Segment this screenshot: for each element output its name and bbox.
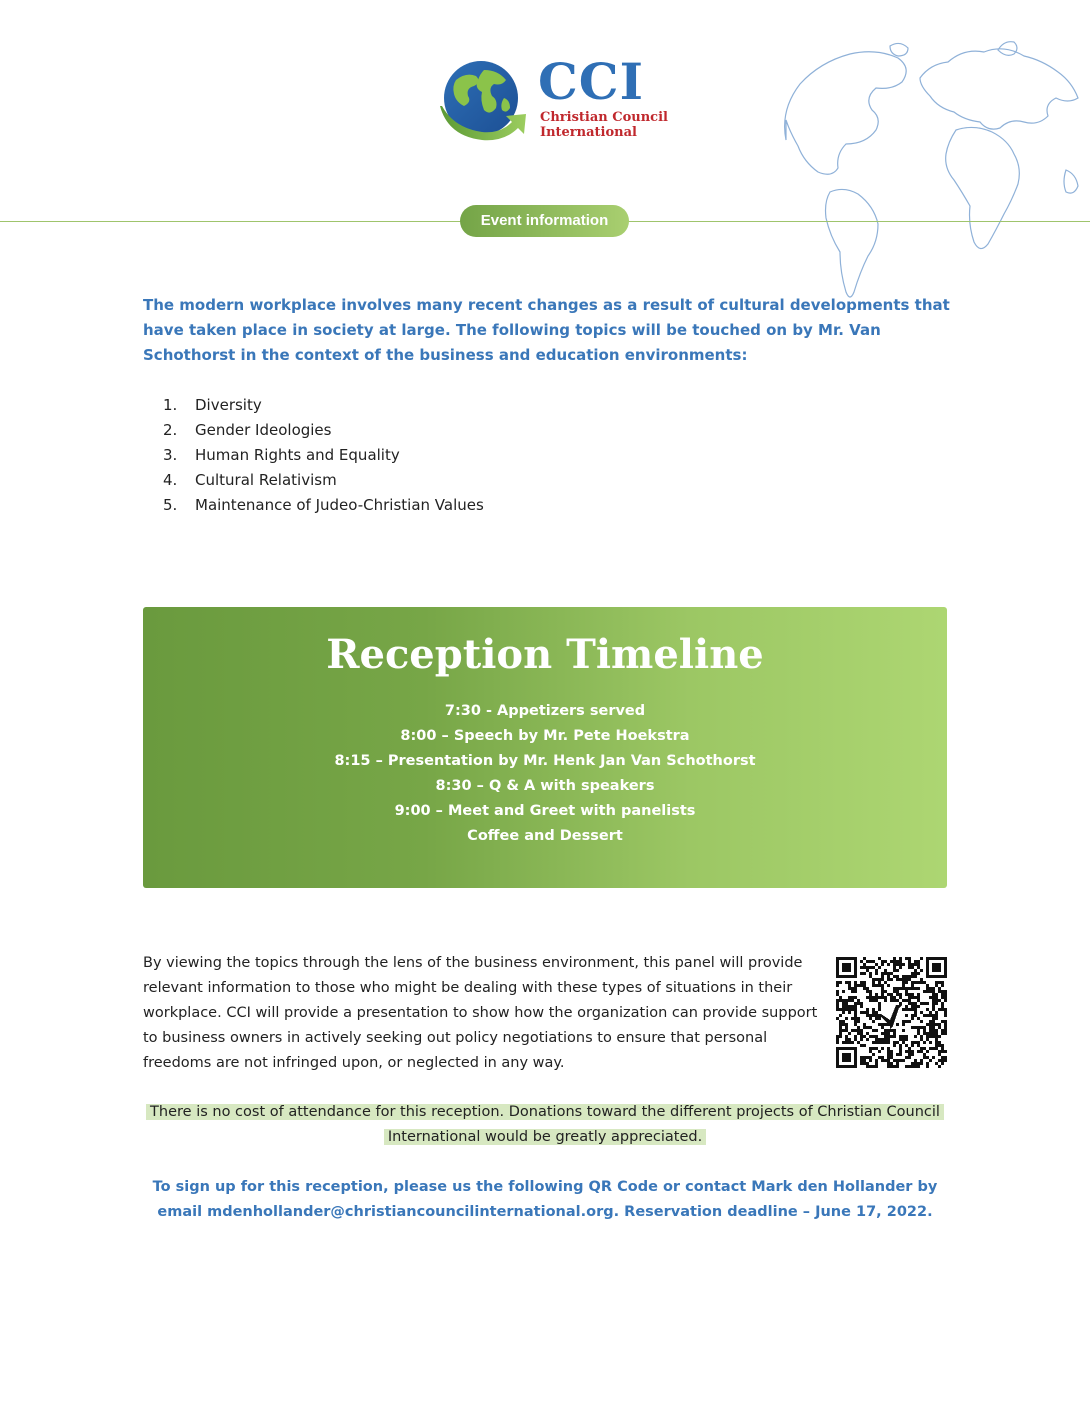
list-item: [143, 393, 643, 418]
timeline-title: Reception Timeline: [326, 631, 764, 678]
body-paragraph: By viewing the topics through the lens of the business environment, this panel will provide relevant information to those who might be dealing with these types of situations in their workplace. CCI will provide a presentation to show how the organization can provide support to business owners in actively seeking out policy negotiations to ensure that personal freedoms are not infringed upon, or neglected in any way.: [143, 955, 818, 1071]
timeline-item: 9:00 – Meet and Greet with panelists: [394, 803, 696, 819]
cci-logo: [436, 52, 668, 148]
world-map-illustration: [770, 20, 1090, 310]
logo-acronym: CCI: [538, 52, 644, 111]
list-item: [143, 493, 643, 518]
timeline-item: Coffee and Dessert: [467, 828, 623, 844]
list-item-label: Maintenance of Judeo-Christian Values: [195, 496, 484, 514]
list-item-label: Diversity: [195, 396, 262, 414]
timeline-item: 8:00 – Speech by Mr. Pete Hoekstra: [400, 728, 690, 744]
list-item-label: Human Rights and Equality: [195, 446, 400, 464]
topics-list: [143, 393, 643, 518]
signup-instructions: To sign up for this reception, please us the following QR Code or contact Mark den Hollander by email mdenhollander@christiancouncilinternational.org. Reservation deadline – June 17, 2022.: [152, 1179, 938, 1220]
list-item-number: 2.: [163, 421, 178, 439]
list-item-label: Cultural Relativism: [195, 471, 337, 489]
intro-paragraph: The modern workplace involves many recent changes as a result of cultural developments that have taken place in society at large. The following topics will be touched on by Mr. Van Schothorst in the context of the business and education environments:: [143, 296, 950, 364]
attendance-note: [143, 1100, 947, 1150]
event-information-badge: Event information: [460, 205, 629, 237]
globe-logo-icon: [436, 58, 526, 148]
list-item-number: 1.: [163, 396, 178, 414]
list-item-number: 4.: [163, 471, 178, 489]
timeline-list: [143, 699, 947, 849]
reception-timeline-panel: [143, 607, 947, 888]
attendance-note-text: There is no cost of attendance for this reception. Donations toward the different projects of Christian Council International would be greatly appreciated.: [146, 1104, 944, 1145]
timeline-item: 8:15 – Presentation by Mr. Henk Jan Van Schothorst: [334, 753, 756, 769]
logo-name-line1: Christian Council: [540, 110, 668, 125]
qr-code-icon[interactable]: [836, 957, 947, 1068]
list-item: [143, 443, 643, 468]
list-item-label: Gender Ideologies: [195, 421, 332, 439]
timeline-item: 8:30 – Q & A with speakers: [435, 778, 655, 794]
timeline-item: 7:30 - Appetizers served: [444, 703, 646, 719]
list-item: [143, 468, 643, 493]
list-item-number: 3.: [163, 446, 178, 464]
list-item: [143, 418, 643, 443]
logo-name-line2: International: [540, 125, 637, 140]
list-item-number: 5.: [163, 496, 178, 514]
